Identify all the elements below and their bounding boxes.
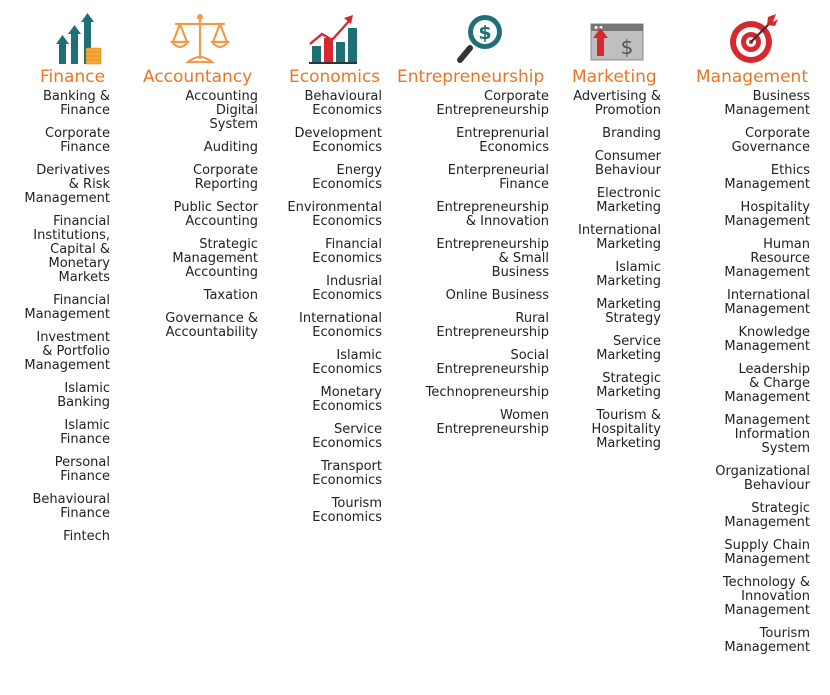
topic-item [165,289,258,303]
topic-item-line: Corporate [45,126,110,141]
topic-item [715,363,810,405]
topic-item-line: International [299,311,382,326]
topic-item [24,127,110,155]
topic-item [426,238,549,280]
topic-item [715,289,810,317]
topic-item-line: Tourism [331,496,382,511]
topic-item-line: Taxation [203,288,258,303]
topic-item [287,386,382,414]
target-arrow-icon [728,10,780,66]
topic-item-line: Management [24,307,110,322]
topic-item [573,90,661,118]
topic-item-line: Knowledge [738,325,810,340]
topic-item [715,627,810,655]
topic-item-line: Islamic [64,418,110,433]
entrepreneurship-topic-list [426,90,549,446]
topic-item [573,335,661,363]
topic-item [165,312,258,340]
topic-item-line: & Innovation [465,214,549,229]
topic-item-line: Corporate [484,89,549,104]
topic-item-line: Economics [312,436,382,451]
topic-item-line: Economics [312,510,382,525]
topic-item-line: Finance [60,103,110,118]
topic-item [573,187,661,215]
marketing-topic-list [573,90,661,460]
topic-item [573,261,661,289]
topic-item [287,90,382,118]
topic-item-line: Management [724,640,810,655]
topic-item-line: Public Sector [173,200,258,215]
topic-item [165,238,258,280]
topic-item-line: Management [724,413,810,428]
topic-item-line: Economics [312,251,382,266]
topic-item-line: Economics [312,473,382,488]
topic-item-line: Leadership [738,362,810,377]
topic-item-line: Marketing [596,237,661,252]
topic-item-line: Derivatives [36,163,110,178]
topic-item-line: Behavioural [304,89,382,104]
topic-item-line: International [578,223,661,238]
economics-topic-list [287,90,382,534]
magnifier-dollar-icon [457,10,507,66]
topic-item-line: Entrepreneurship [436,237,549,252]
topic-item-line: Branding [602,126,661,141]
topic-item [287,275,382,303]
topic-item [165,201,258,229]
topic-item-line: Technology & [722,575,810,590]
topic-item [287,238,382,266]
balance-scale-icon [170,10,230,66]
topic-item-line: Economics [312,399,382,414]
topic-item-line: Marketing [596,274,661,289]
topic-item-line: Accounting [185,265,258,280]
topic-item-line: Transport [320,459,382,474]
topic-item-line: Corporate [193,163,258,178]
topic-item [24,419,110,447]
topic-item-line: Economics [312,362,382,377]
topic-item-line: Entrepreneurship [436,103,549,118]
topic-item-line: Economics [312,288,382,303]
topic-item-line: Islamic [64,381,110,396]
topic-item-line: Management [24,358,110,373]
topic-item [715,90,810,118]
topic-item-line: Monetary [48,256,110,271]
topic-item [287,460,382,488]
topic-item [24,215,110,285]
topic-item [715,502,810,530]
finance-topic-list [24,90,110,553]
topic-item [426,164,549,192]
topic-item-line: Online Business [445,288,549,303]
topic-item [426,90,549,118]
column-title-management: Management [696,67,808,87]
topic-item [287,127,382,155]
topic-item-line: Business [752,89,810,104]
topic-item [573,409,661,451]
topic-item [24,331,110,373]
topic-item [165,164,258,192]
topic-item-line: Organizational [715,464,810,479]
topic-item-line: Service [333,422,382,437]
topic-item-line: Reporting [194,177,258,192]
topic-item-line: Behaviour [595,163,661,178]
topic-item-line: Indusrial [326,274,382,289]
topic-item [573,127,661,141]
topic-item-line: Marketing [596,348,661,363]
topic-item-line: Consumer [594,149,661,164]
topic-item-line: Marketing [596,385,661,400]
topic-item-line: Marketing [596,436,661,451]
topic-item-line: Financial [325,237,382,252]
topic-item-line: Strategic [602,371,661,386]
topic-item-line: Tourism & [596,408,661,423]
topic-item-line: Behavioural [32,492,110,507]
topic-item [715,414,810,456]
topic-item-line: Management [724,302,810,317]
topic-item-line: Personal [54,455,110,470]
bar-chart-icon [308,10,358,66]
topic-item [287,201,382,229]
topic-item-line: Entrepreneurship [436,200,549,215]
topic-item [573,224,661,252]
topic-item-line: Islamic [615,260,661,275]
dollar-window-icon [589,10,645,66]
topic-item-line: Management [724,214,810,229]
topic-item [573,298,661,326]
topic-item-line: Marketing [596,200,661,215]
topic-item-line: Finance [60,140,110,155]
column-title-accountancy: Accountancy [143,67,253,87]
topic-item-line: Economics [312,177,382,192]
topic-item [715,238,810,280]
topic-item [715,465,810,493]
topic-item-line: Management [172,251,258,266]
column-title-economics: Economics [289,67,381,87]
topic-item-line: & Small [498,251,549,266]
topic-item-line: Economics [312,325,382,340]
topic-item-line: Economics [312,140,382,155]
topic-item [24,456,110,484]
topic-item [24,164,110,206]
topic-item-line: Governance & [165,311,258,326]
topic-item-line: Technopreneurship [425,385,549,400]
topic-item-line: Resource [750,251,810,266]
topic-item [715,201,810,229]
topic-item [426,409,549,437]
topic-item-line: Financial [53,293,110,308]
topic-item [165,141,258,155]
management-topic-list [715,90,810,664]
topic-item-line: Markets [58,270,110,285]
finance-growth-icon [56,10,102,66]
topic-item-line: Finance [60,506,110,521]
topic-item [287,423,382,451]
topic-item-line: & Portfolio [42,344,110,359]
topic-item-line: Accountability [165,325,258,340]
topic-item-line: Economics [312,103,382,118]
topic-item-line: Development [294,126,382,141]
topic-item-line: Information [734,427,810,442]
topic-item-line: Banking & [42,89,110,104]
topic-item [426,349,549,377]
topic-item [573,150,661,178]
topic-item-line: Corporate [745,126,810,141]
topic-item-line: Advertising & [573,89,661,104]
topic-item-line: Management [24,191,110,206]
topic-item [287,164,382,192]
accountancy-topic-list [165,90,258,349]
topic-item-line: Digital [215,103,258,118]
topic-item [426,127,549,155]
topic-item [426,289,549,303]
topic-item [715,326,810,354]
topic-item [24,90,110,118]
topic-item-line: Institutions, [33,228,110,243]
topic-item-line: Management [724,103,810,118]
topic-item-line: Entrepreneurship [436,422,549,437]
topic-item-line: Management [724,603,810,618]
topic-item [24,382,110,410]
topic-item-line: Economics [479,140,549,155]
topic-item [287,349,382,377]
svg-text:$: $ [478,22,492,44]
topic-item-line: Enterpreneurial [447,163,549,178]
topic-item [715,164,810,192]
topic-item-line: Entrepreneurship [436,362,549,377]
topic-item-line: Capital & [50,242,110,257]
topic-item [24,530,110,544]
topic-item [165,90,258,132]
topic-item [24,493,110,521]
topic-item-line: Entrepreneurship [436,325,549,340]
topic-item-line: & Risk [68,177,110,192]
topic-item-line: Social [510,348,549,363]
topic-item-line: System [761,441,810,456]
topic-item-line: Tourism [759,626,810,641]
topic-item [715,127,810,155]
topic-item [287,497,382,525]
topic-item-line: Women [500,408,549,423]
svg-text:$: $ [620,35,634,59]
topic-item-line: Financial [53,214,110,229]
topic-item-line: Marketing [596,297,661,312]
topic-item [426,386,549,400]
topic-item-line: Auditing [203,140,258,155]
topic-item [715,576,810,618]
topic-item-line: Supply Chain [724,538,810,553]
topic-item-line: System [209,117,258,132]
topic-item-line: Management [724,552,810,567]
topic-item-line: Management [724,390,810,405]
topic-item-line: Business [491,265,549,280]
topic-item-line: Governance [731,140,810,155]
topic-item-line: Energy [336,163,382,178]
topic-item-line: Finance [60,432,110,447]
topic-item-line: & Charge [749,376,810,391]
topic-item-line: Management [724,339,810,354]
topic-item [426,201,549,229]
topic-item [715,539,810,567]
topic-item-line: Strategy [605,311,661,326]
topic-item [573,372,661,400]
topic-item-line: Fintech [63,529,110,544]
topic-item-line: Hospitality [740,200,810,215]
topic-item-line: Innovation [741,589,810,604]
topic-item-line: Banking [57,395,110,410]
topic-item-line: Islamic [336,348,382,363]
topic-item-line: Human [763,237,810,252]
topic-item-line: Management [724,177,810,192]
topic-item-line: International [727,288,810,303]
column-title-finance: Finance [40,67,106,87]
topic-item-line: Behaviour [744,478,810,493]
topic-item-line: Entreprenurial [456,126,549,141]
topic-item-line: Hospitality [591,422,661,437]
topic-item-line: Economics [312,214,382,229]
topic-item [426,312,549,340]
topic-item-line: Promotion [594,103,661,118]
topic-item-line: Electronic [596,186,661,201]
topic-item-line: Management [724,265,810,280]
column-title-marketing: Marketing [572,67,657,87]
topic-item-line: Monetary [320,385,382,400]
topic-item-line: Ethics [770,163,810,178]
topic-item-line: Investment [36,330,110,345]
topic-item-line: Finance [499,177,549,192]
topic-item-line: Management [724,515,810,530]
topic-item-line: Strategic [199,237,258,252]
column-title-entrepreneurship: Entrepreneurship [397,67,545,87]
topic-item-line: Accounting [185,214,258,229]
topic-item-line: Finance [60,469,110,484]
topic-item-line: Service [612,334,661,349]
topic-item [24,294,110,322]
topic-item-line: Strategic [751,501,810,516]
topic-item [287,312,382,340]
topic-item-line: Accounting [185,89,258,104]
topic-item-line: Environmental [287,200,382,215]
topic-item-line: Rural [515,311,549,326]
